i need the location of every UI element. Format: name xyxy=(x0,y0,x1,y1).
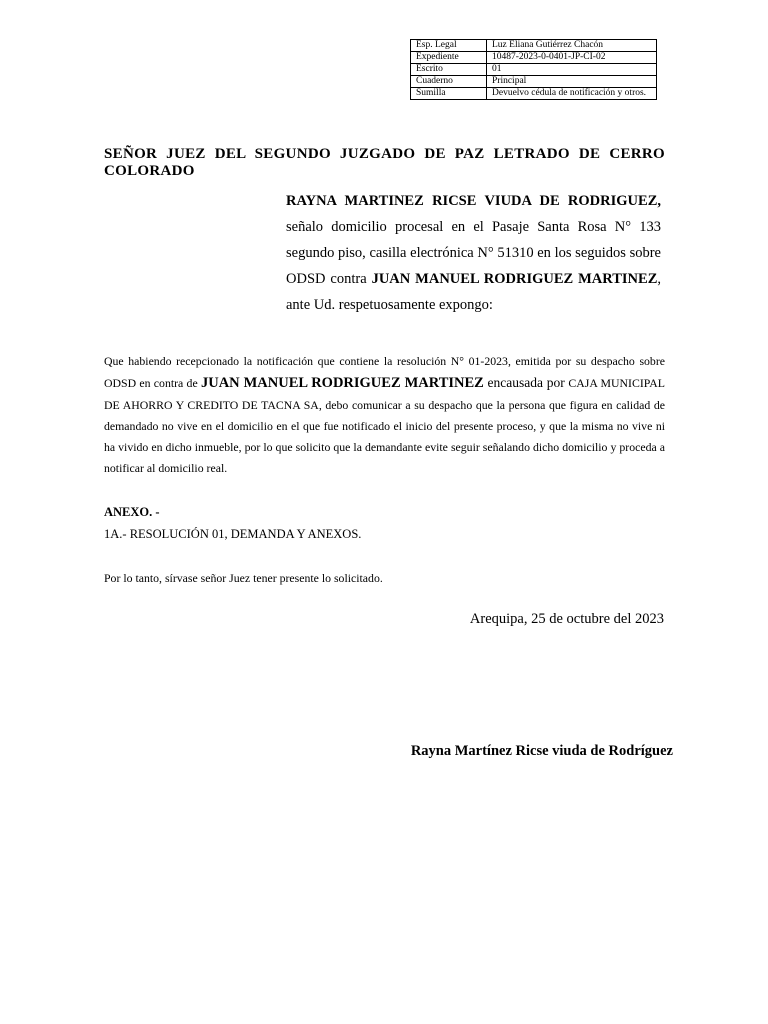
anexo-heading: ANEXO. - xyxy=(104,505,160,519)
closing-statement: Por lo tanto, sírvase señor Juez tener presente lo solicitado. xyxy=(104,571,383,585)
case-header-table xyxy=(410,39,657,100)
body-paragraph xyxy=(104,351,665,480)
table-row xyxy=(411,64,657,76)
table-row xyxy=(411,76,657,88)
row-label: Escrito xyxy=(411,64,487,76)
signer-name: Rayna Martínez Ricse viuda de Rodríguez xyxy=(410,743,673,759)
row-value: Principal xyxy=(487,76,657,88)
row-value: 01 xyxy=(487,64,657,76)
row-label: Cuaderno xyxy=(411,76,487,88)
body-defendant-name: JUAN MANUEL RODRIGUEZ MARTINEZ xyxy=(200,375,484,392)
row-value: Luz Eliana Gutiérrez Chacón xyxy=(487,40,657,52)
anexo-item: 1A.- RESOLUCIÓN 01, DEMANDA Y ANEXOS. xyxy=(104,527,362,541)
defendant-name: JUAN MANUEL RODRIGUEZ MARTINEZ xyxy=(371,271,658,287)
table-row xyxy=(411,88,657,100)
body-text-end: debo comunicar a su despacho que la persona que figura en calidad de demandado no vive en el domicilio en el que fue notificado el inicio del presente proceso, y que la misma no vive ni ha vivido en dicho inmueble, por lo que solicito que la demandante evite seguir señalando dicho domicilio y proceda a notificar al domicilio real. xyxy=(104,397,665,476)
row-label: Sumilla xyxy=(411,88,487,100)
document-date: Arequipa, 25 de octubre del 2023 xyxy=(469,611,664,627)
row-value: Devuelvo cédula de notificación y otros. xyxy=(487,88,657,100)
intro-paragraph xyxy=(286,188,661,318)
row-label: Expediente xyxy=(411,52,487,64)
row-value: 10487-2023-0-0401-JP-CI-02 xyxy=(487,52,657,64)
document-title: SEÑOR JUEZ DEL SEGUNDO JUZGADO DE PAZ LETRADO DE CERRO COLORADO xyxy=(104,146,665,179)
intro-text: señalo domicilio procesal en el Pasaje Santa Rosa N° 133 segundo piso, casilla electrónica N° 51310 en los seguidos sobre ODSD contra xyxy=(286,219,661,287)
body-text: Que habiendo recepcionado la notificación que contiene la resolución N° 01-2023, emitida por su despacho sobre ODSD en contra de xyxy=(104,354,665,391)
table-row xyxy=(411,52,657,64)
body-text-encausada: encausada por xyxy=(483,375,569,391)
row-label: Esp. Legal xyxy=(411,40,487,52)
intro-text-end: , ante Ud. respetuosamente expongo: xyxy=(286,271,661,313)
petitioner-name: RAYNA MARTINEZ RICSE VIUDA DE RODRIGUEZ, xyxy=(286,193,661,209)
company-name: CAJA MUNICIPAL DE AHORRO Y CREDITO DE TACNA SA, xyxy=(104,376,665,412)
table-row xyxy=(411,40,657,52)
